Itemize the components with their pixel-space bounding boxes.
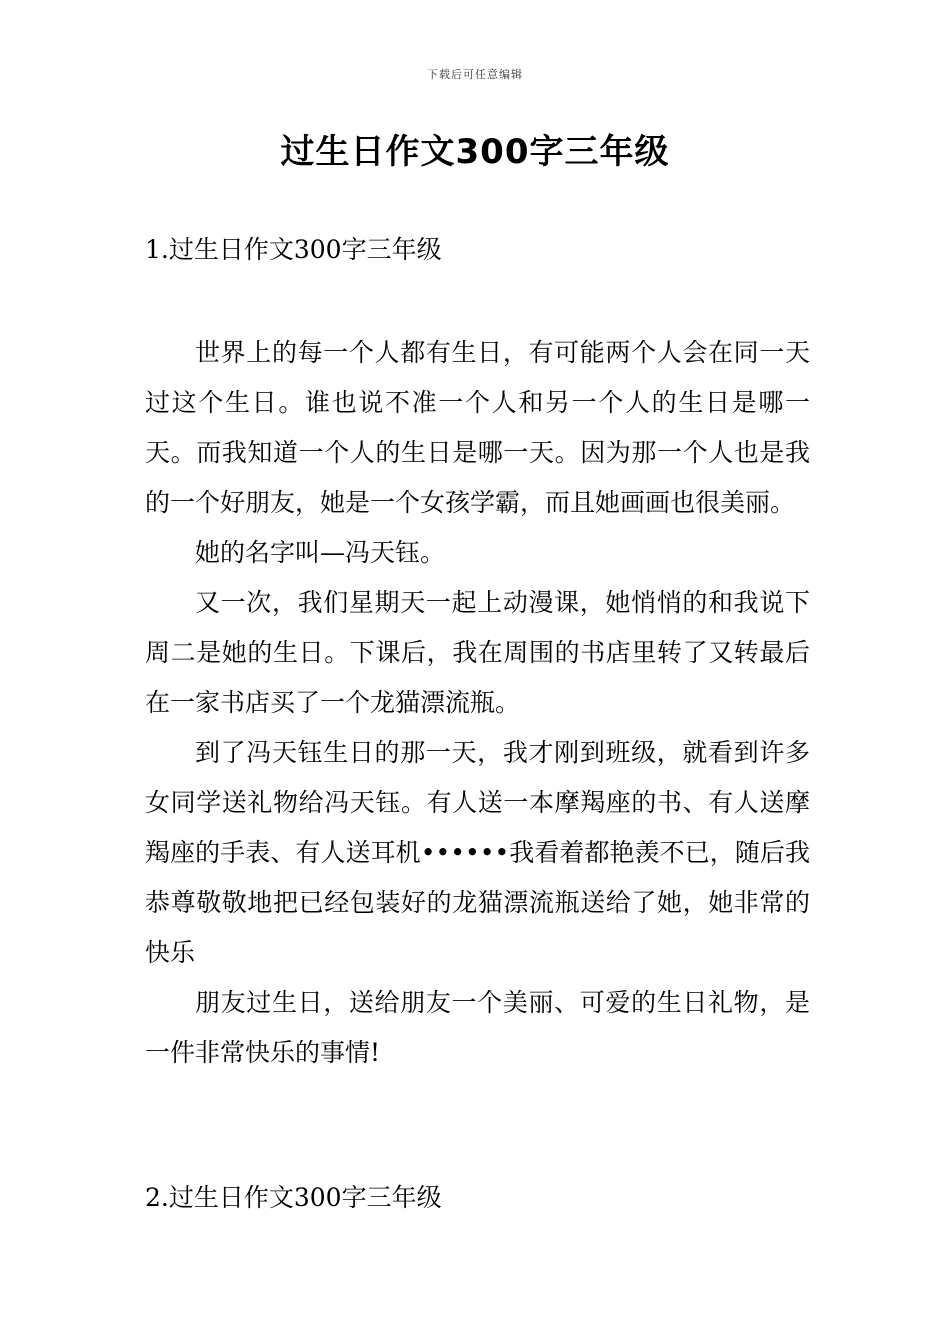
section-heading-2: 2.过生日作文300字三年级 [145, 1183, 442, 1212]
paragraph-4: 到了冯天钰生日的那一天，我才刚到班级，就看到许多女同学送礼物给冯天钰。有人送一本摩羯座的书、有人送摩羯座的手表、有人送耳机••••••我看着都艳羡不已，随后我恭尊敬敬地把已经包装好的龙猫漂流瓶送给了她，她非常的快乐 [145, 738, 810, 967]
document-title: 过生日作文300字三年级 [280, 132, 670, 172]
section-heading-1: 1.过生日作文300字三年级 [145, 235, 442, 264]
paragraph-2: 她的名字叫—冯天钰。 [195, 538, 446, 567]
section-1-body [145, 328, 810, 1078]
paragraph-1: 世界上的每一个人都有生日，有可能两个人会在同一天过这个生日。谁也说不准一个人和另一个人的生日是哪一天。而我知道一个人的生日是哪一天。因为那一个人也是我的一个好朋友，她是一个女孩学霸，而且她画画也很美丽。 [145, 338, 810, 517]
header-note: 下载后可任意编辑 [427, 68, 523, 81]
paragraph-3: 又一次，我们星期天一起上动漫课，她悄悄的和我说下周二是她的生日。下课后，我在周围的书店里转了又转最后在一家书店买了一个龙猫漂流瓶。 [145, 588, 810, 717]
paragraph-5: 朋友过生日，送给朋友一个美丽、可爱的生日礼物，是一件非常快乐的事情! [145, 988, 810, 1067]
